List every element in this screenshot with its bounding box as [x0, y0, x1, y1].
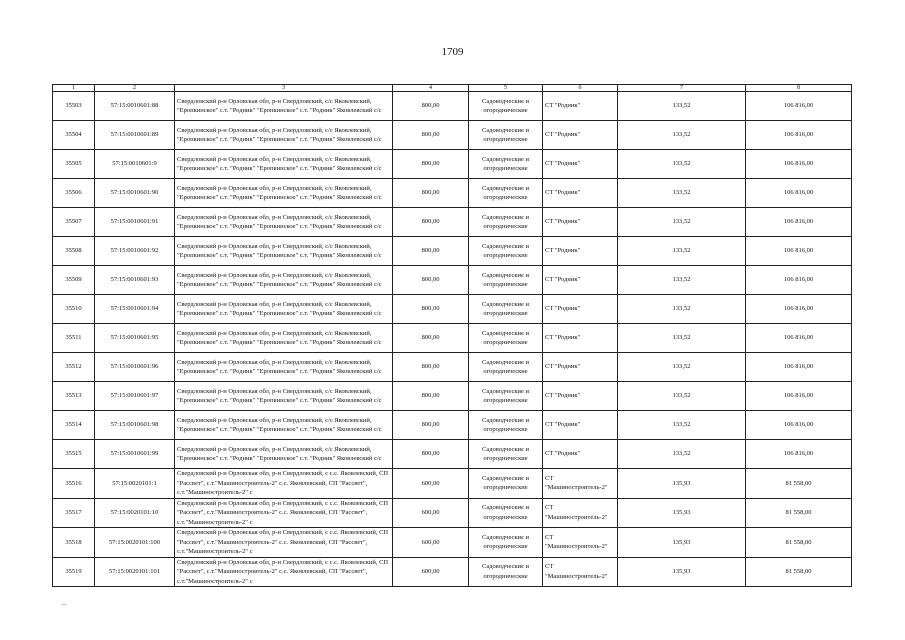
area-cell: 800,00 [393, 382, 469, 411]
row-number-cell: 35504 [53, 121, 95, 150]
cadastral-number-cell: 57:15:0010601:99 [95, 440, 175, 469]
organization-cell: СТ "Родник" [543, 382, 618, 411]
address-cell: Свердловский р-н Орловская обл, р-н Свердловский, с/с Яковлевский, "Еропкинское" с.т. "Родник" "Еропкинское" с.т. "Родник" Яковлевский с/с [175, 179, 393, 208]
unit-rate-cell: 135,93 [618, 557, 746, 587]
cadastral-number-cell: 57:15:0020101:10 [95, 498, 175, 528]
cadastral-cost-cell: 106 816,00 [746, 411, 852, 440]
unit-rate-cell: 133,52 [618, 382, 746, 411]
area-cell: 800,00 [393, 353, 469, 382]
area-cell: 800,00 [393, 92, 469, 121]
row-number-cell: 35514 [53, 411, 95, 440]
area-cell: 800,00 [393, 295, 469, 324]
address-cell: Свердловский р-н Орловская обл, р-н Свердловский, с/с Яковлевский, "Еропкинское" с.т. "Родник" "Еропкинское" с.т. "Родник" Яковлевский с/с [175, 324, 393, 353]
cadastral-cost-cell: 106 816,00 [746, 179, 852, 208]
table-row [53, 353, 852, 382]
cadastral-cost-cell: 106 816,00 [746, 266, 852, 295]
cadastral-number-cell: 57:15:0010601:91 [95, 208, 175, 237]
unit-rate-cell: 133,52 [618, 237, 746, 266]
cadastral-number-cell: 57:15:0010601:89 [95, 121, 175, 150]
address-cell: Свердловский р-н Орловская обл, р-н Свердловский, с/с Яковлевский, "Еропкинское" с.т. "Родник" "Еропкинское" с.т. "Родник" Яковлевский с/с [175, 440, 393, 469]
cadastral-cost-cell: 81 558,00 [746, 469, 852, 499]
cadastral-cost-cell: 106 816,00 [746, 92, 852, 121]
row-number-cell: 35508 [53, 237, 95, 266]
area-cell: 800,00 [393, 150, 469, 179]
column-header: 6 [543, 85, 618, 92]
cadastral-number-cell: 57:15:0010601:95 [95, 324, 175, 353]
address-cell: Свердловский р-н Орловская обл, р-н Свердловский, с/с Яковлевский, "Еропкинское" с.т. "Родник" "Еропкинское" с.т. "Родник" Яковлевский с/с [175, 237, 393, 266]
organization-cell: СТ "Родник" [543, 121, 618, 150]
area-cell: 800,00 [393, 266, 469, 295]
cadastral-cost-cell: 106 816,00 [746, 237, 852, 266]
unit-rate-cell: 133,52 [618, 324, 746, 353]
cadastral-cost-cell: 106 816,00 [746, 208, 852, 237]
table-row [53, 150, 852, 179]
organization-cell: СТ "Машиностроитель-2" [543, 498, 618, 528]
table-row [53, 469, 852, 499]
cadastral-number-cell: 57:15:0010601:9 [95, 150, 175, 179]
cadastral-cost-cell: 106 816,00 [746, 382, 852, 411]
area-cell: 600,00 [393, 469, 469, 499]
land-use-cell: Садоводческие и огороднические [469, 208, 543, 237]
land-use-cell: Садоводческие и огороднические [469, 324, 543, 353]
cadastral-number-cell: 57:15:0020101:1 [95, 469, 175, 499]
unit-rate-cell: 133,52 [618, 411, 746, 440]
unit-rate-cell: 135,93 [618, 469, 746, 499]
land-use-cell: Садоводческие и огороднические [469, 557, 543, 587]
land-use-cell: Садоводческие и огороднические [469, 469, 543, 499]
address-cell: Свердловский р-н Орловская обл, р-н Свердловский, с с.с. Яковлевский, СП "Рассвет", с.т."Машиностроитель-2" с.с. Яковлевский, СП "Рассвет", с.т."Машиностроитель-2" с [175, 469, 393, 499]
table-row [53, 382, 852, 411]
table-row [53, 295, 852, 324]
row-number-cell: 35519 [53, 557, 95, 587]
land-use-cell: Садоводческие и огороднические [469, 353, 543, 382]
organization-cell: СТ "Машиностроитель-2" [543, 469, 618, 499]
row-number-cell: 35517 [53, 498, 95, 528]
unit-rate-cell: 135,93 [618, 498, 746, 528]
land-use-cell: Садоводческие и огороднические [469, 92, 543, 121]
organization-cell: СТ "Родник" [543, 440, 618, 469]
land-use-cell: Садоводческие и огороднические [469, 121, 543, 150]
row-number-cell: 35515 [53, 440, 95, 469]
organization-cell: СТ "Родник" [543, 266, 618, 295]
unit-rate-cell: 135,93 [618, 528, 746, 558]
unit-rate-cell: 133,52 [618, 92, 746, 121]
land-use-cell: Садоводческие и огороднические [469, 528, 543, 558]
table-row [53, 266, 852, 295]
area-cell: 600,00 [393, 557, 469, 587]
cadastral-number-cell: 57:15:0010601:93 [95, 266, 175, 295]
row-number-cell: 35512 [53, 353, 95, 382]
row-number-cell: 35509 [53, 266, 95, 295]
table-row [53, 411, 852, 440]
organization-cell: СТ "Родник" [543, 411, 618, 440]
address-cell: Свердловский р-н Орловская обл, р-н Свердловский, с/с Яковлевский, "Еропкинское" с.т. "Родник" "Еропкинское" с.т. "Родник" Яковлевский с/с [175, 121, 393, 150]
land-use-cell: Садоводческие и огороднические [469, 382, 543, 411]
column-header: 4 [393, 85, 469, 92]
land-use-cell: Садоводческие и огороднические [469, 440, 543, 469]
address-cell: Свердловский р-н Орловская обл, р-н Свердловский, с/с Яковлевский, "Еропкинское" с.т. "Родник" "Еропкинское" с.т. "Родник" Яковлевский с/с [175, 295, 393, 324]
row-number-cell: 35513 [53, 382, 95, 411]
area-cell: 800,00 [393, 121, 469, 150]
organization-cell: СТ "Машиностроитель-2" [543, 528, 618, 558]
land-registry-table [52, 84, 852, 587]
organization-cell: СТ "Машиностроитель-2" [543, 557, 618, 587]
cadastral-cost-cell: 106 816,00 [746, 150, 852, 179]
table-row [53, 498, 852, 528]
unit-rate-cell: 133,52 [618, 179, 746, 208]
organization-cell: СТ "Родник" [543, 237, 618, 266]
cadastral-number-cell: 57:15:0010601:90 [95, 179, 175, 208]
organization-cell: СТ "Родник" [543, 208, 618, 237]
row-number-cell: 35518 [53, 528, 95, 558]
column-header: 2 [95, 85, 175, 92]
column-header: 7 [618, 85, 746, 92]
cadastral-cost-cell: 106 816,00 [746, 440, 852, 469]
unit-rate-cell: 133,52 [618, 295, 746, 324]
column-header: 8 [746, 85, 852, 92]
address-cell: Свердловский р-н Орловская обл, р-н Свердловский, с/с Яковлевский, "Еропкинское" с.т. "Родник" "Еропкинское" с.т. "Родник" Яковлевский с/с [175, 411, 393, 440]
cadastral-cost-cell: 106 816,00 [746, 121, 852, 150]
area-cell: 800,00 [393, 179, 469, 208]
area-cell: 600,00 [393, 528, 469, 558]
cadastral-cost-cell: 81 558,00 [746, 557, 852, 587]
area-cell: 800,00 [393, 324, 469, 353]
organization-cell: СТ "Родник" [543, 324, 618, 353]
area-cell: 800,00 [393, 208, 469, 237]
address-cell: Свердловский р-н Орловская обл, р-н Свердловский, с с.с. Яковлевский, СП "Рассвет", с.т."Машиностроитель-2" с.с. Яковлевский, СП "Рассвет", с.т."Машиностроитель-2" с [175, 528, 393, 558]
row-number-cell: 35506 [53, 179, 95, 208]
row-number-cell: 35505 [53, 150, 95, 179]
cadastral-number-cell: 57:15:0010601:97 [95, 382, 175, 411]
address-cell: Свердловский р-н Орловская обл, р-н Свердловский, с с.с. Яковлевский, СП "Рассвет", с.т."Машиностроитель-2" с.с. Яковлевский, СП "Рассвет", с.т."Машиностроитель-2" с [175, 498, 393, 528]
unit-rate-cell: 133,52 [618, 121, 746, 150]
page-number: 1709 [441, 46, 464, 58]
row-number-cell: 35510 [53, 295, 95, 324]
unit-rate-cell: 133,52 [618, 150, 746, 179]
cadastral-number-cell: 57:15:0010601:98 [95, 411, 175, 440]
cadastral-number-cell: 57:15:0010601:94 [95, 295, 175, 324]
area-cell: 600,00 [393, 498, 469, 528]
cadastral-number-cell: 57:15:0020101:100 [95, 528, 175, 558]
cadastral-number-cell: 57:15:0020101:101 [95, 557, 175, 587]
table-row [53, 121, 852, 150]
address-cell: Свердловский р-н Орловская обл, р-н Свердловский, с/с Яковлевский, "Еропкинское" с.т. "Родник" "Еропкинское" с.т. "Родник" Яковлевский с/с [175, 208, 393, 237]
scan-mark [62, 604, 66, 605]
column-header: 1 [53, 85, 95, 92]
land-use-cell: Садоводческие и огороднические [469, 295, 543, 324]
unit-rate-cell: 133,52 [618, 266, 746, 295]
area-cell: 800,00 [393, 411, 469, 440]
organization-cell: СТ "Родник" [543, 295, 618, 324]
table-row [53, 528, 852, 558]
address-cell: Свердловский р-н Орловская обл, р-н Свердловский, с/с Яковлевский, "Еропкинское" с.т. "Родник" "Еропкинское" с.т. "Родник" Яковлевский с/с [175, 150, 393, 179]
table-row [53, 324, 852, 353]
table-row [53, 208, 852, 237]
unit-rate-cell: 133,52 [618, 353, 746, 382]
area-cell: 800,00 [393, 237, 469, 266]
land-use-cell: Садоводческие и огороднические [469, 150, 543, 179]
row-number-cell: 35507 [53, 208, 95, 237]
column-header: 5 [469, 85, 543, 92]
row-number-cell: 35516 [53, 469, 95, 499]
land-use-cell: Садоводческие и огороднические [469, 411, 543, 440]
cadastral-number-cell: 57:15:0010601:92 [95, 237, 175, 266]
land-use-cell: Садоводческие и огороднические [469, 237, 543, 266]
address-cell: Свердловский р-н Орловская обл, р-н Свердловский, с/с Яковлевский, "Еропкинское" с.т. "Родник" "Еропкинское" с.т. "Родник" Яковлевский с/с [175, 266, 393, 295]
address-cell: Свердловский р-н Орловская обл, р-н Свердловский, с с.с. Яковлевский, СП "Рассвет", с.т."Машиностроитель-2" с.с. Яковлевский, СП "Рассвет", с.т."Машиностроитель-2" с [175, 557, 393, 587]
unit-rate-cell: 133,52 [618, 440, 746, 469]
organization-cell: СТ "Родник" [543, 92, 618, 121]
land-use-cell: Садоводческие и огороднические [469, 498, 543, 528]
row-number-cell: 35503 [53, 92, 95, 121]
cadastral-cost-cell: 81 558,00 [746, 498, 852, 528]
row-number-cell: 35511 [53, 324, 95, 353]
table-row [53, 440, 852, 469]
cadastral-cost-cell: 81 558,00 [746, 528, 852, 558]
organization-cell: СТ "Родник" [543, 353, 618, 382]
table-row [53, 92, 852, 121]
organization-cell: СТ "Родник" [543, 179, 618, 208]
table-row [53, 237, 852, 266]
table-row [53, 557, 852, 587]
cadastral-cost-cell: 106 816,00 [746, 295, 852, 324]
cadastral-number-cell: 57:15:0010601:96 [95, 353, 175, 382]
cadastral-cost-cell: 106 816,00 [746, 353, 852, 382]
organization-cell: СТ "Родник" [543, 150, 618, 179]
column-header-row [53, 85, 852, 92]
land-use-cell: Садоводческие и огороднические [469, 266, 543, 295]
area-cell: 800,00 [393, 440, 469, 469]
cadastral-number-cell: 57:15:0010601:88 [95, 92, 175, 121]
column-header: 3 [175, 85, 393, 92]
cadastral-cost-cell: 106 816,00 [746, 324, 852, 353]
address-cell: Свердловский р-н Орловская обл, р-н Свердловский, с/с Яковлевский, "Еропкинское" с.т. "Родник" "Еропкинское" с.т. "Родник" Яковлевский с/с [175, 92, 393, 121]
table-row [53, 179, 852, 208]
land-use-cell: Садоводческие и огороднические [469, 179, 543, 208]
unit-rate-cell: 133,52 [618, 208, 746, 237]
address-cell: Свердловский р-н Орловская обл, р-н Свердловский, с/с Яковлевский, "Еропкинское" с.т. "Родник" "Еропкинское" с.т. "Родник" Яковлевский с/с [175, 353, 393, 382]
address-cell: Свердловский р-н Орловская обл, р-н Свердловский, с/с Яковлевский, "Еропкинское" с.т. "Родник" "Еропкинское" с.т. "Родник" Яковлевский с/с [175, 382, 393, 411]
